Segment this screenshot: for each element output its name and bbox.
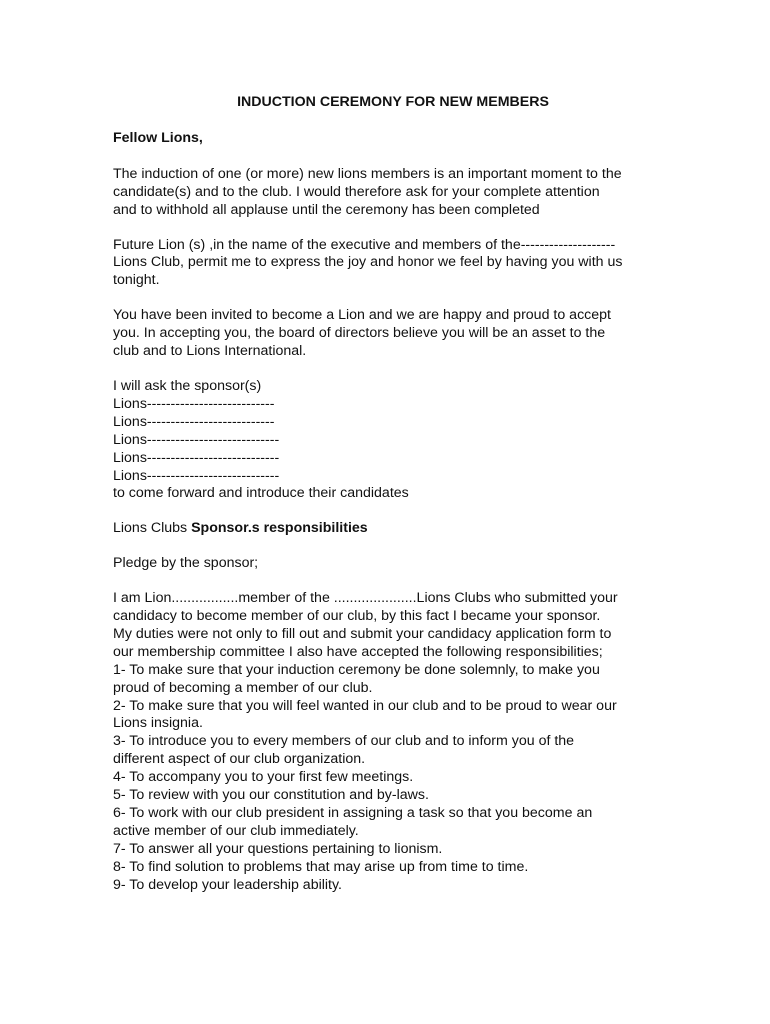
- pledge-body: [113, 590, 673, 894]
- text-line: The induction of one (or more) new lions members is an important moment to the: [113, 165, 622, 182]
- pledge-line: 1- To make sure that your induction ceremony be done solemnly, to make you: [113, 661, 600, 678]
- pledge-line: 7- To answer all your questions pertaining to lionism.: [113, 840, 443, 857]
- text-line: tonight.: [113, 272, 160, 289]
- responsibilities-prefix: Lions Clubs: [113, 520, 192, 537]
- pledge-line: 3- To introduce you to every members of our club and to inform you of the: [113, 733, 575, 750]
- responsibilities-heading: [113, 520, 673, 538]
- text-line: and to withhold all applause until the ceremony has been completed: [113, 201, 540, 218]
- sponsors-section: [113, 378, 673, 503]
- pledge-line: different aspect of our club organization.: [113, 751, 366, 768]
- pledge-line: candidacy to become member of our club, by this fact I became your sponsor.: [113, 608, 601, 625]
- paragraph-future-lion: [113, 237, 673, 291]
- pledge-line: proud of becoming a member of our club.: [113, 679, 373, 696]
- paragraph-intro: [113, 166, 673, 220]
- pledge-line: Lions insignia.: [113, 715, 203, 732]
- text-line: club and to Lions International.: [113, 343, 307, 360]
- sponsor-line: Lions---------------------------: [113, 413, 275, 430]
- pledge-line: 8- To find solution to problems that may arise up from time to time.: [113, 858, 529, 875]
- text-line: You have been invited to become a Lion and we are happy and proud to accept: [113, 307, 611, 324]
- document-title: INDUCTION CEREMONY FOR NEW MEMBERS: [237, 94, 549, 110]
- pledge-line: 4- To accompany you to your first few meetings.: [113, 769, 414, 786]
- responsibilities-bold: Sponsor.s responsibilities: [191, 520, 368, 537]
- sponsor-line: Lions----------------------------: [113, 467, 280, 484]
- pledge-line: 2- To make sure that you will feel wanted in our club and to be proud to wear our: [113, 697, 617, 714]
- pledge-line: I am Lion.................member of the .....................Lions Clubs who submitted your: [113, 590, 618, 607]
- sponsor-line: Lions----------------------------: [113, 431, 280, 448]
- pledge-line: 6- To work with our club president in assigning a task so that you become an: [113, 805, 593, 821]
- paragraph-invitation: [113, 307, 673, 361]
- text-line: Lions Club, permit me to express the joy and honor we feel by having you with us: [113, 254, 623, 271]
- pledge-line: 9- To develop your leadership ability.: [113, 876, 342, 893]
- text-line: you. In accepting you, the board of directors believe you will be an asset to the: [113, 325, 606, 342]
- pledge-line: My duties were not only to fill out and submit your candidacy application form to: [113, 625, 612, 642]
- document-body: [113, 94, 673, 895]
- sponsor-line: Lions---------------------------: [113, 395, 275, 412]
- sponsors-outro: to come forward and introduce their candidates: [113, 485, 409, 502]
- text-line: Future Lion (s) ,in the name of the executive and members of the--------------------: [113, 236, 616, 253]
- pledge-line: active member of our club immediately.: [113, 822, 359, 839]
- sponsors-intro: I will ask the sponsor(s): [113, 377, 262, 394]
- salutation: Fellow Lions,: [113, 129, 203, 146]
- pledge-line: our membership committee I also have accepted the following responsibilities;: [113, 643, 603, 660]
- sponsor-line: Lions----------------------------: [113, 449, 280, 466]
- pledge-line: 5- To review with you our constitution and by-laws.: [113, 787, 429, 804]
- pledge-heading: Pledge by the sponsor;: [113, 555, 259, 572]
- text-line: candidate(s) and to the club. I would therefore ask for your complete attention: [113, 183, 600, 200]
